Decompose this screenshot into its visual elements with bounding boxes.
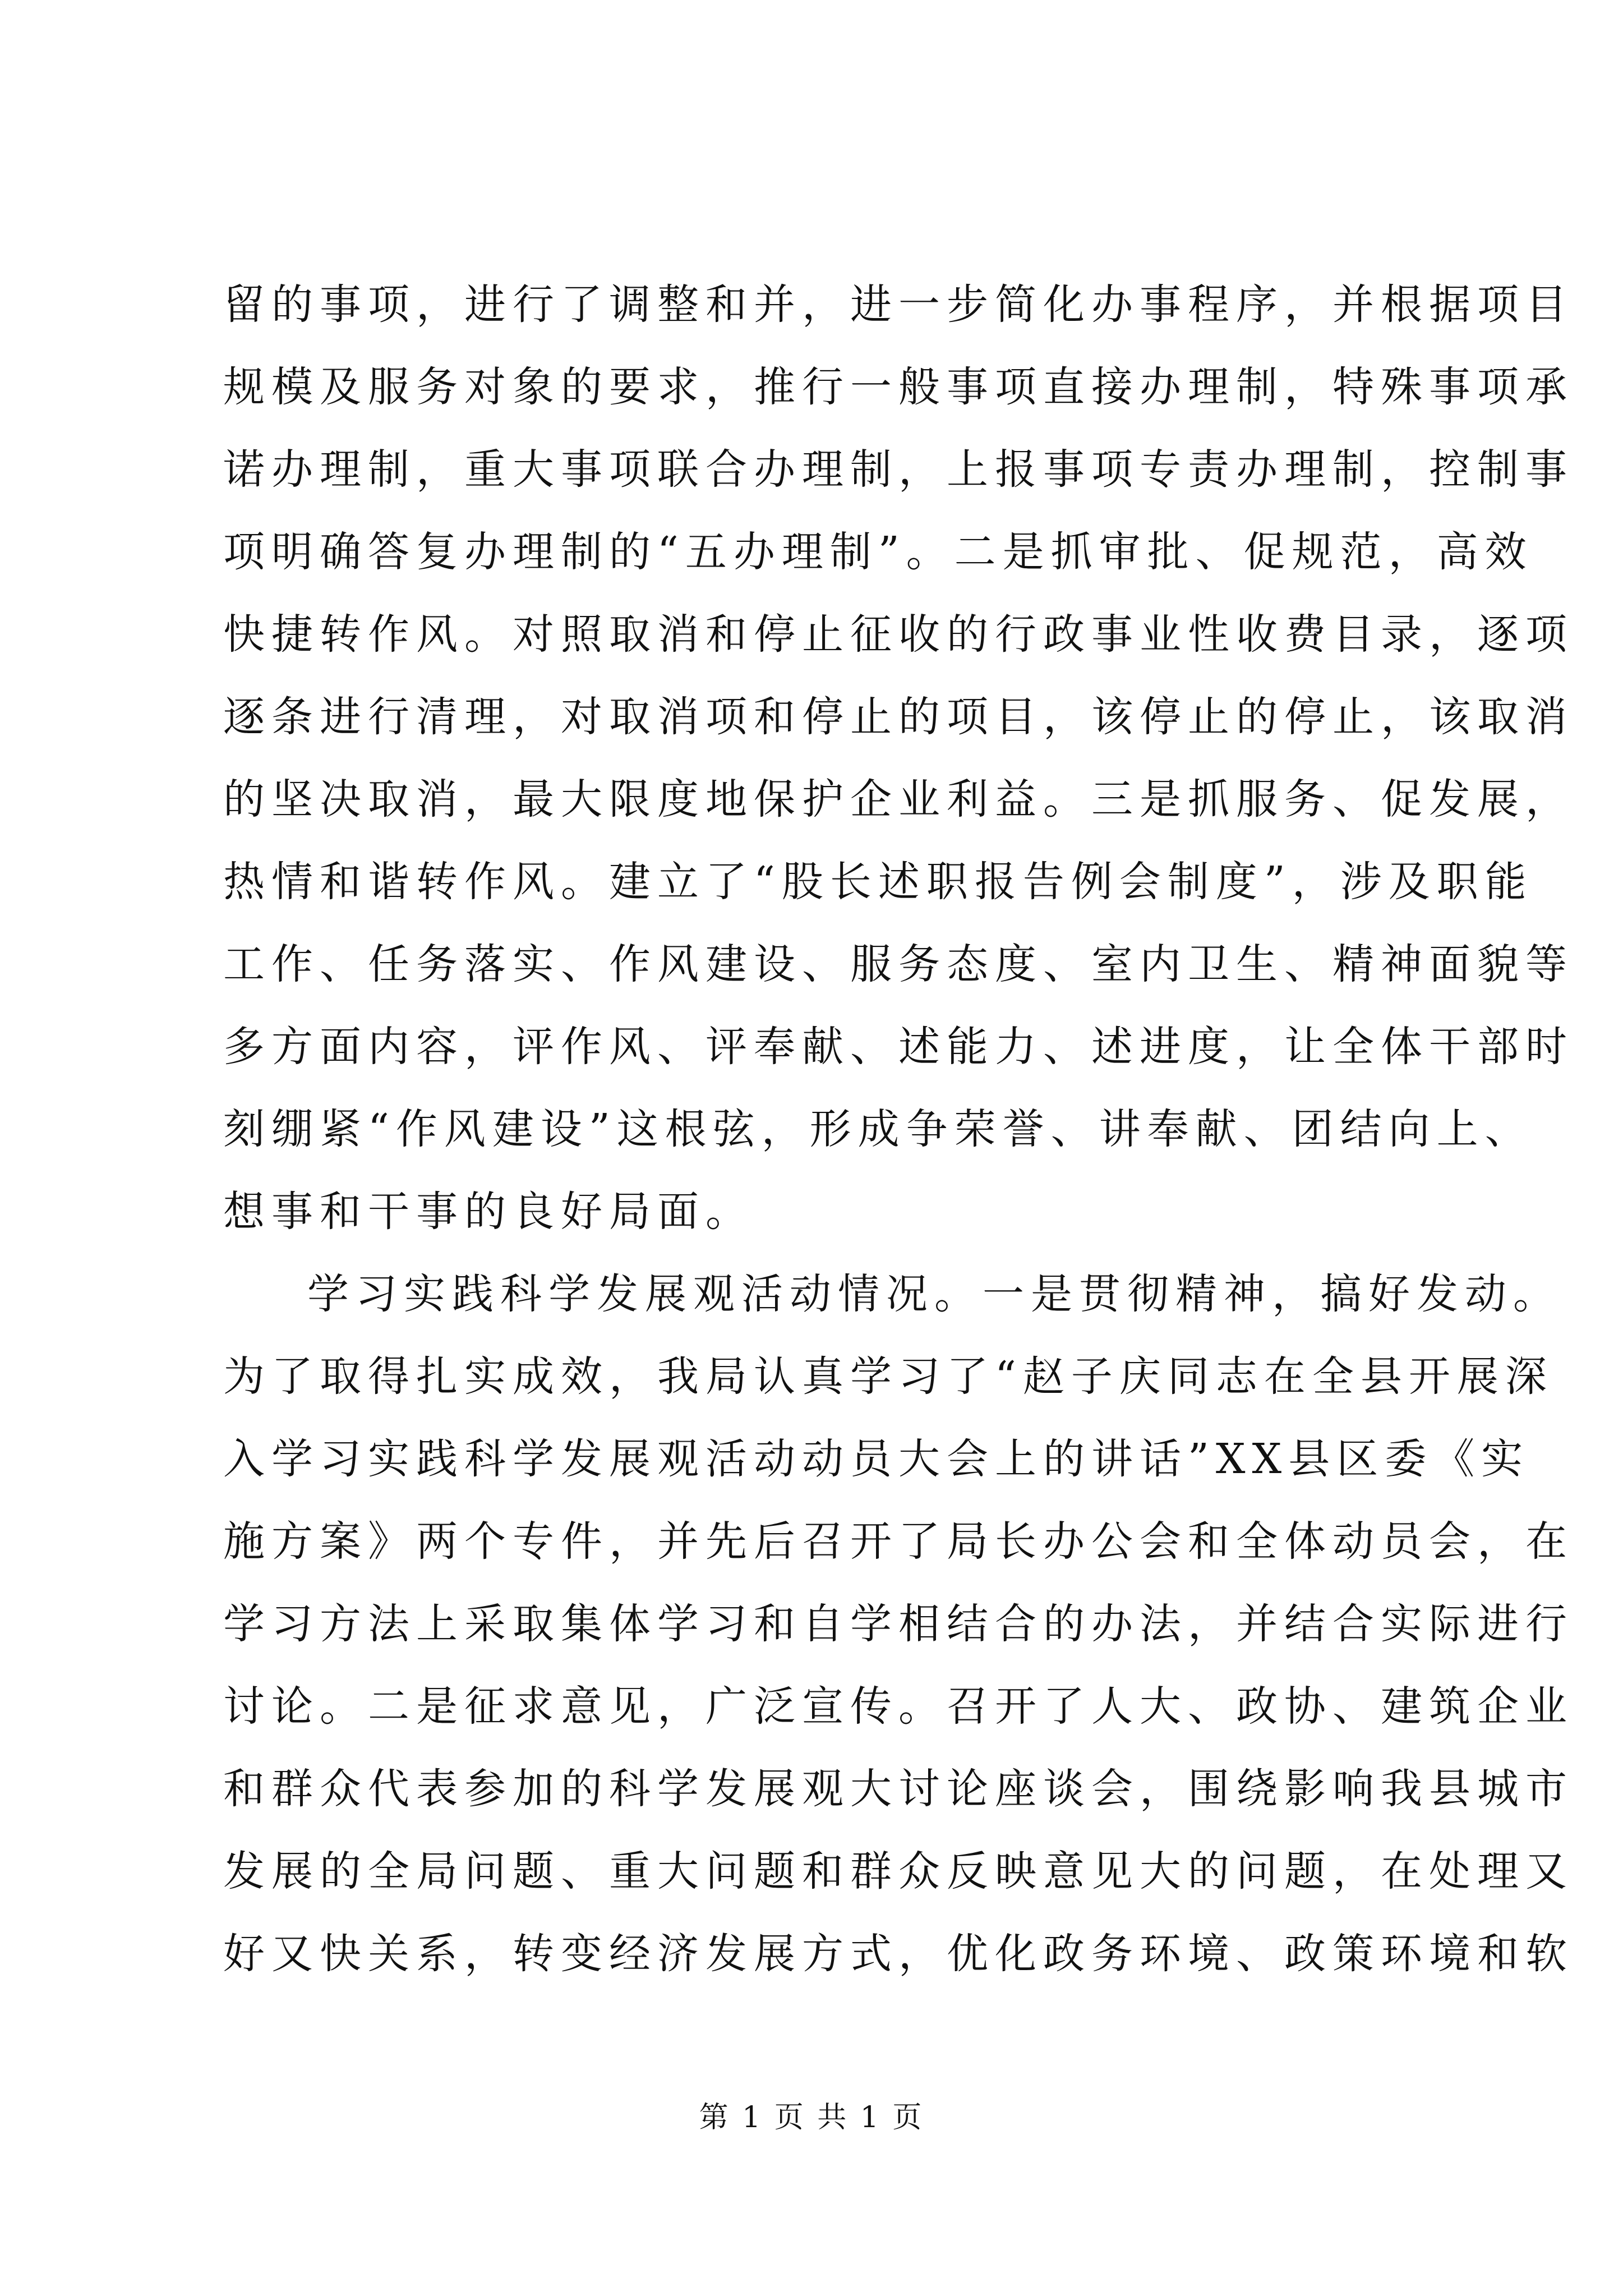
text-line: 项明确答复办理制的“五办理制”。二是抓审批、促规范，高效 bbox=[223, 528, 1533, 576]
text-line: 学习方法上采取集体学习和自学相结合的办法，并结合实际进行 bbox=[223, 1600, 1574, 1648]
text-line: 热情和谐转作风。建立了“股长述职报告例会制度”，涉及职能 bbox=[223, 858, 1533, 906]
text-line: 逐条进行清理，对取消项和停止的项目，该停止的停止，该取消 bbox=[223, 693, 1574, 741]
text-line: 为了取得扎实成效，我局认真学习了“赵子庆同志在全县开展深 bbox=[223, 1352, 1553, 1401]
text-line: 入学习实践科学发展观活动动员大会上的讲话”XX县区委《实 bbox=[223, 1435, 1530, 1483]
text-line: 诺办理制，重大事项联合办理制，上报事项专责办理制，控制事 bbox=[223, 445, 1574, 494]
text-line: 施方案》两个专件，并先后召开了局长办公会和全体动员会，在 bbox=[223, 1517, 1574, 1566]
text-line: 规模及服务对象的要求，推行一般事项直接办理制，特殊事项承 bbox=[223, 363, 1574, 411]
text-line: 发展的全局问题、重大问题和群众反映意见大的问题，在处理又 bbox=[223, 1847, 1574, 1895]
paragraph-scientific-development bbox=[223, 1253, 1574, 1995]
text-line: 和群众代表参加的科学发展观大讨论座谈会，围绕影响我县城市 bbox=[223, 1765, 1574, 1813]
text-line: 多方面内容，评作风、评奉献、述能力、述进度，让全体干部时 bbox=[223, 1023, 1574, 1071]
text-line: 刻绷紧“作风建设”这根弦，形成争荣誉、讲奉献、团结向上、 bbox=[223, 1105, 1533, 1153]
text-line: 好又快关系，转变经济发展方式，优化政务环境、政策环境和软 bbox=[223, 1930, 1574, 1978]
text-line: 想事和干事的良好局面。 bbox=[223, 1188, 754, 1236]
paragraph-work-style bbox=[223, 264, 1574, 1253]
text-line: 的坚决取消，最大限度地保护企业利益。三是抓服务、促发展， bbox=[223, 775, 1574, 823]
text-line: 讨论。二是征求意见，广泛宣传。召开了人大、政协、建筑企业 bbox=[223, 1682, 1574, 1731]
text-line: 工作、任务落实、作风建设、服务态度、室内卫生、精神面貌等 bbox=[223, 940, 1574, 988]
page-number-footer: 第 1 页 共 1 页 bbox=[699, 2101, 924, 2134]
text-line: 留的事项，进行了调整和并，进一步简化办事程序，并根据项目 bbox=[223, 280, 1574, 329]
text-line: 学习实践科学发展观活动情况。一是贯彻精神，搞好发动。 bbox=[307, 1270, 1561, 1318]
document-body bbox=[223, 264, 1574, 1995]
text-line: 快捷转作风。对照取消和停止征收的行政事业性收费目录，逐项 bbox=[223, 610, 1574, 659]
